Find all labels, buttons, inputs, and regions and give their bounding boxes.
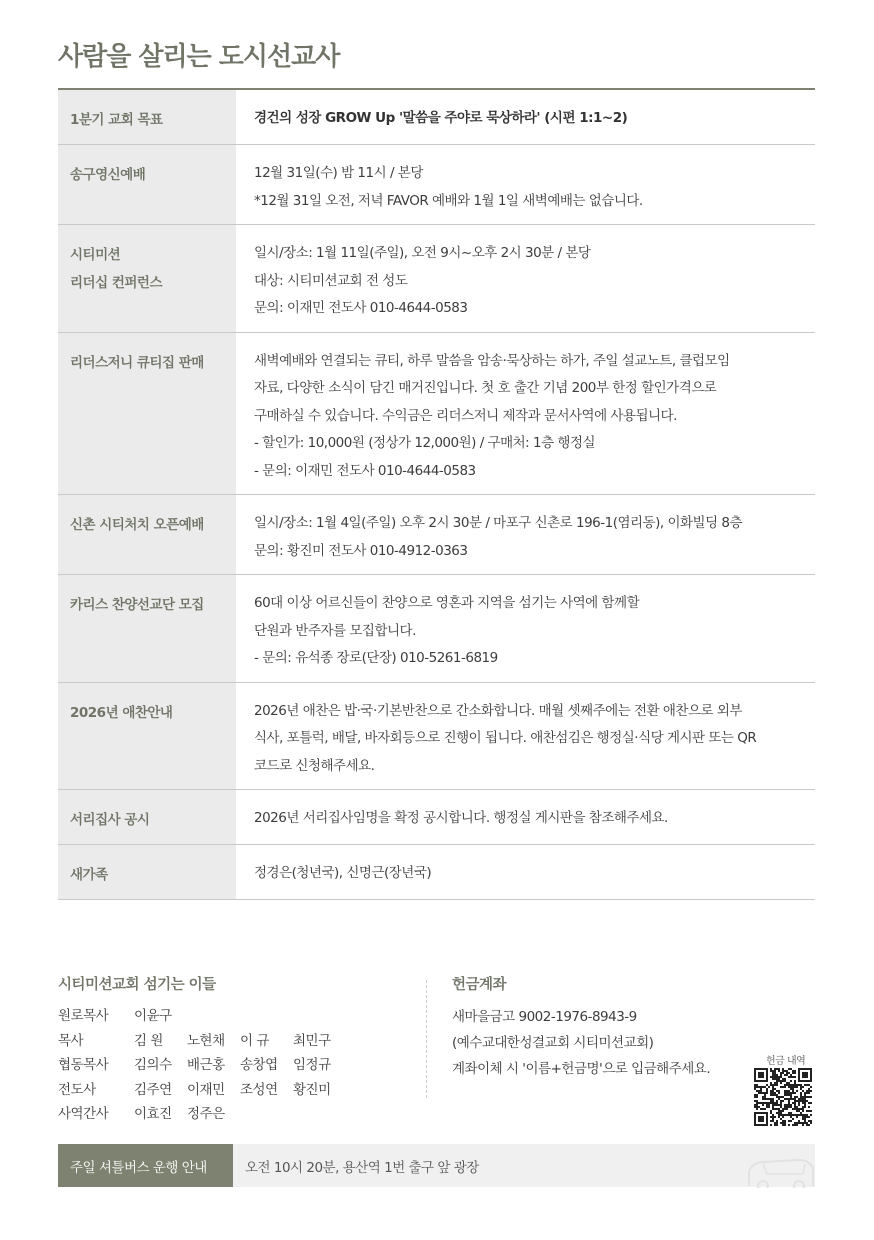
notice-body [236, 495, 815, 574]
notice-line: 2026년 서리집사임명을 확정 공시합니다. 행정실 게시판을 참조해주세요. [254, 810, 668, 826]
staff-names [134, 1102, 240, 1127]
notice-label-line: 리더십 컨퍼런스 [70, 275, 162, 291]
notice-line: - 문의: 유석종 장로(단장) 010-5261-6819 [254, 650, 498, 666]
staff-names [134, 1004, 187, 1029]
notice-row [58, 683, 815, 791]
notice-row [58, 790, 815, 845]
notice-label [58, 495, 236, 574]
staff-name: 정주은 [187, 1106, 225, 1122]
notice-line: 일시/장소: 1월 11일(주일), 오전 9시~오후 2시 30분 / 본당 [254, 245, 591, 261]
offering-title: 헌금계좌 [452, 977, 507, 993]
notice-line: 문의: 이재민 전도사 010-4644-0583 [254, 300, 468, 316]
staff-name: 이재민 [187, 1081, 225, 1098]
notice-line: 2026년 애찬은 밥·국·기본반찬으로 간소화합니다. 매월 셋째주에는 전환 애찬으로 외부 [254, 702, 742, 719]
staff-name: 이효진 [134, 1106, 172, 1122]
notice-label-line: 신촌 시티처치 오픈예배 [70, 517, 204, 533]
staff-name: 김주연 [134, 1081, 172, 1098]
staff-name: 배근홍 [187, 1057, 225, 1073]
staff-name: 노현채 [187, 1032, 225, 1049]
notice-line: 코드로 신청해주세요. [254, 757, 375, 774]
staff-name: 최민구 [293, 1032, 331, 1049]
notice-body [236, 90, 815, 144]
staff-section [58, 973, 418, 1127]
notice-row [58, 575, 815, 683]
staff-role: 협동목사 [58, 1057, 109, 1073]
notice-line: - 할인가: 10,000원 (정상가 12,000원) / 구매처: 1층 행정실 [254, 435, 596, 451]
notice-line: 60대 이상 어르신들이 찬양으로 영혼과 지역을 섬기는 사역에 함께할 [254, 595, 640, 611]
page-title: 사람을 살리는 도시선교사 [58, 42, 340, 72]
qr-code-icon[interactable] [754, 1068, 812, 1126]
bank-account: 새마을금고 9002-1976-8943-9 [452, 1009, 637, 1025]
staff-row [58, 1004, 418, 1029]
notice-line: - 문의: 이재민 전도사 010-4644-0583 [254, 462, 476, 479]
staff-role: 원로목사 [58, 1008, 109, 1024]
staff-name: 송창엽 [240, 1057, 278, 1073]
notice-row [58, 225, 815, 333]
notice-body [236, 683, 815, 790]
notice-line: 일시/장소: 1월 4일(주일) 오후 2시 30분 / 마포구 신촌로 196-1(염리동), 이화빌딩 8층 [254, 515, 743, 531]
notice-label [58, 683, 236, 790]
staff-role: 전도사 [58, 1081, 96, 1098]
notice-body [236, 145, 815, 224]
staff-name: 이윤구 [134, 1008, 172, 1024]
staff-name: 이 규 [240, 1032, 269, 1049]
notice-body [236, 333, 815, 495]
notice-label-line: 리더스저니 큐티집 판매 [70, 354, 204, 371]
staff-names [134, 1029, 346, 1054]
shuttle-label: 주일 셔틀버스 운행 안내 [58, 1144, 233, 1187]
staff-name: 김 원 [134, 1032, 163, 1049]
notice-label-line: 카리스 찬양선교단 모집 [70, 597, 204, 613]
notice-line: 식사, 포틀럭, 배달, 바자회등으로 진행이 됩니다. 애찬섬김은 행정실·식당 게시판 또는 QR [254, 730, 757, 746]
notice-label [58, 145, 236, 224]
notice-line: 12월 31일(수) 밤 11시 / 본당 [254, 165, 423, 181]
notice-label [58, 845, 236, 899]
notice-line: 자료, 다양한 소식이 담긴 매거진입니다. 첫 호 출간 기념 200부 한정 할인가격으로 [254, 380, 717, 396]
notice-label-line: 송구영신예배 [70, 167, 146, 183]
staff-name: 임정규 [293, 1057, 331, 1073]
notice-label [58, 225, 236, 332]
staff-names [134, 1078, 346, 1103]
notice-label [58, 333, 236, 495]
qr-label: 헌금 내역 [766, 1056, 806, 1067]
notice-line: 구매하실 수 있습니다. 수익금은 리더스저니 제작과 문서사역에 사용됩니다. [254, 407, 677, 424]
staff-role: 사역간사 [58, 1106, 109, 1122]
notice-line: 대상: 시티미션교회 전 성도 [254, 272, 408, 289]
staff-name: 황진미 [293, 1081, 331, 1098]
bus-icon [743, 1152, 815, 1188]
notice-label-line: 서리집사 공시 [70, 812, 150, 828]
account-holder: (예수교대한성결교회 시티미션교회) [452, 1035, 654, 1051]
notice-label [58, 90, 236, 144]
notice-label [58, 790, 236, 844]
notice-body [236, 575, 815, 682]
notice-line: 새벽예배와 연결되는 큐티, 하루 말씀을 암송·묵상하는 하가, 주일 설교노트, 클럽모임 [254, 352, 730, 369]
notice-line: 경건의 성장 GROW Up '말씀을 주야로 묵상하라' (시편 1:1~2) [254, 110, 628, 126]
staff-title: 시티미션교회 섬기는 이들 [58, 977, 216, 993]
notice-label [58, 575, 236, 682]
notice-label-line: 시티미션 [70, 247, 121, 263]
notice-row [58, 90, 815, 145]
staff-row [58, 1102, 418, 1127]
notice-line: *12월 31일 오전, 저녁 FAVOR 예배와 1월 1일 새벽예배는 없습니다. [254, 192, 643, 209]
notice-row [58, 333, 815, 496]
notice-body [236, 845, 815, 899]
staff-names [134, 1053, 346, 1078]
notice-body [236, 790, 815, 844]
notice-line: 문의: 황진미 전도사 010-4912-0363 [254, 542, 468, 559]
notice-table [58, 88, 815, 900]
notice-row [58, 495, 815, 575]
section-divider [426, 980, 427, 1098]
offering-instruction: 계좌이체 시 '이름+헌금명'으로 입금해주세요. [452, 1061, 711, 1077]
staff-list [58, 1004, 418, 1127]
notice-line: 정경은(청년국), 신명근(장년국) [254, 865, 432, 881]
shuttle-info: 오전 10시 20분, 용산역 1번 출구 앞 광장 [245, 1159, 479, 1176]
offering-section [452, 973, 817, 1082]
shuttle-bar [58, 1144, 815, 1187]
staff-row [58, 1078, 418, 1103]
notice-row [58, 845, 815, 900]
staff-row [58, 1053, 418, 1078]
staff-name: 김의수 [134, 1057, 172, 1073]
notice-row [58, 145, 815, 225]
notice-label-line: 새가족 [70, 867, 108, 883]
notice-line: 단원과 반주자를 모집합니다. [254, 622, 416, 639]
staff-row [58, 1029, 418, 1054]
staff-name: 조성연 [240, 1081, 278, 1098]
staff-role: 목사 [58, 1032, 84, 1049]
notice-label-line: 2026년 애찬안내 [70, 704, 173, 721]
notice-body [236, 225, 815, 332]
notice-label-line: 1분기 교회 목표 [70, 112, 163, 128]
